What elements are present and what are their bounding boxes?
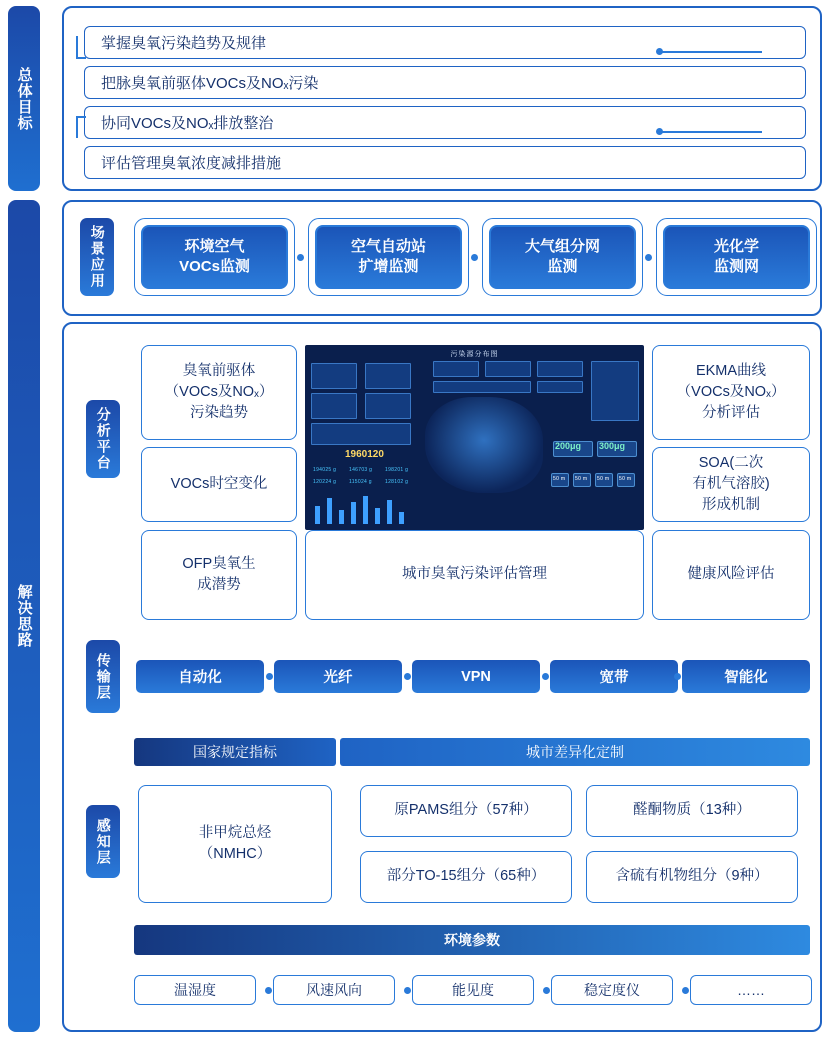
scene-line2: VOCs监测 xyxy=(179,258,250,275)
connector-line xyxy=(76,57,86,59)
card-ekma-curve xyxy=(652,345,810,440)
connector-line xyxy=(76,36,78,58)
scene-box-atmos-network xyxy=(489,225,636,289)
dashboard-cell: 120224 g xyxy=(313,479,337,485)
connector-line xyxy=(662,131,762,133)
env-box-more: …… xyxy=(690,975,812,1005)
card-line: 污染趋势 xyxy=(190,405,248,421)
card-line: （VOCs及NOₓ） xyxy=(164,383,274,400)
scene-line1: 环境空气 xyxy=(184,237,245,255)
connector-line xyxy=(662,51,762,53)
card-line: SOA(二次 xyxy=(698,454,764,471)
env-box-stability-meter: 稳定度仪 xyxy=(551,975,673,1005)
goal-row xyxy=(84,146,806,179)
scene-line2: 监测网 xyxy=(713,258,759,275)
scene-line2: 扩增监测 xyxy=(358,258,419,275)
connector-dot xyxy=(471,254,478,261)
map-graphic xyxy=(425,397,543,493)
dashboard-image xyxy=(305,345,644,530)
card-line: 分析评估 xyxy=(702,405,760,421)
scene-box-ambient-vocs xyxy=(141,225,288,289)
transport-box-automation: 自动化 xyxy=(136,660,264,693)
scene-line1: 大气组分网 xyxy=(524,237,600,255)
card-health-risk xyxy=(652,530,810,620)
card-line: 城市臭氧污染评估管理 xyxy=(402,566,547,583)
card-line: 健康风险评估 xyxy=(687,566,775,583)
scene-line1: 空气自动站 xyxy=(350,237,426,255)
card-line: 非甲烷总烃 xyxy=(198,824,272,841)
card-ofp-potential xyxy=(141,530,297,620)
scene-line1: 光化学 xyxy=(713,237,759,255)
dashboard-metric: 200μg xyxy=(555,441,582,451)
card-sulfur-organics: 含硫有机物组分（9种） xyxy=(586,851,798,903)
connector-dot xyxy=(404,673,411,680)
transport-box-fiber: 光纤 xyxy=(274,660,402,693)
label-perception-layer: 感知层 xyxy=(86,805,120,878)
transport-box-vpn: VPN xyxy=(412,660,540,693)
connector-dot xyxy=(674,673,681,680)
connector-dot xyxy=(682,987,689,994)
dashboard-small-value: 50 m xyxy=(553,476,566,482)
env-box-temp-humidity: 温湿度 xyxy=(134,975,256,1005)
card-line: （VOCs及NOₓ） xyxy=(676,383,786,400)
scene-box-auto-station xyxy=(315,225,462,289)
card-line: 臭氧前驱体 xyxy=(182,362,256,379)
dashboard-cell: 198201 g xyxy=(385,467,409,473)
panel-overall-goal xyxy=(62,6,822,191)
goal-label: 评估管理臭氧浓度减排措施 xyxy=(101,155,282,172)
dashboard-big-number: 1960120 xyxy=(345,449,384,460)
card-nmhc xyxy=(138,785,332,903)
connector-dot xyxy=(404,987,411,994)
card-aldehyde-ketone: 醛酮物质（13种） xyxy=(586,785,798,837)
dashboard-cell: 128102 g xyxy=(385,479,409,485)
dashboard-small-value: 50 m xyxy=(575,476,588,482)
connector-dot xyxy=(266,673,273,680)
label-scene-application: 场景应用 xyxy=(80,218,114,296)
rail-overall-goal: 总体目标 xyxy=(8,6,40,191)
dashboard-title: 污染源分布图 xyxy=(450,351,499,358)
card-to15: 部分TO-15组分（65种） xyxy=(360,851,572,903)
card-line: 形成机制 xyxy=(702,497,760,513)
dashboard-small-value: 50 m xyxy=(597,476,610,482)
scene-line2: 监测 xyxy=(547,258,578,275)
connector-line xyxy=(76,116,78,138)
connector-dot xyxy=(297,254,304,261)
goal-row xyxy=(84,106,806,139)
dashboard-cell: 146703 g xyxy=(349,467,373,473)
goal-row xyxy=(84,66,806,99)
card-line: OFP臭氧生 xyxy=(182,555,256,572)
goal-label: 掌握臭氧污染趋势及规律 xyxy=(101,35,267,52)
card-city-ozone-assessment xyxy=(305,530,644,620)
connector-line xyxy=(76,116,86,118)
connector-dot xyxy=(645,254,652,261)
bar-national-indicators: 国家规定指标 xyxy=(134,738,336,766)
card-line: （NMHC） xyxy=(198,846,272,862)
env-box-wind: 风速风向 xyxy=(273,975,395,1005)
card-ozone-precursor-trend xyxy=(141,345,297,440)
scene-box-photochem-network xyxy=(663,225,810,289)
card-soa-mechanism xyxy=(652,447,810,522)
env-box-visibility: 能见度 xyxy=(412,975,534,1005)
dashboard-small-value: 50 m xyxy=(619,476,632,482)
connector-dot xyxy=(542,673,549,680)
card-line: EKMA曲线 xyxy=(695,362,767,379)
transport-box-broadband: 宽带 xyxy=(550,660,678,693)
label-analysis-platform: 分析平台 xyxy=(86,400,120,478)
label-transport-layer: 传输层 xyxy=(86,640,120,713)
bar-environment-parameters: 环境参数 xyxy=(134,925,810,955)
dashboard-cell: 115024 g xyxy=(349,479,372,485)
dashboard-metric: 300μg xyxy=(599,441,626,451)
connector-dot xyxy=(543,987,550,994)
card-line: 有机气溶胶) xyxy=(692,475,770,492)
card-line: VOCs时空变化 xyxy=(170,475,268,492)
goal-row xyxy=(84,26,806,59)
bar-city-customization: 城市差异化定制 xyxy=(340,738,810,766)
goal-label: 协同VOCs及NOₓ排放整治 xyxy=(101,115,274,132)
card-line: 成潜势 xyxy=(197,577,241,593)
transport-box-intelligent: 智能化 xyxy=(682,660,810,693)
card-vocs-spatiotemporal xyxy=(141,447,297,522)
connector-dot xyxy=(265,987,272,994)
goal-label: 把脉臭氧前驱体VOCs及NOₓ污染 xyxy=(101,75,319,92)
rail-solution-approach: 解决思路 xyxy=(8,200,40,1032)
card-pams: 原PAMS组分（57种） xyxy=(360,785,572,837)
dashboard-cell: 194025 g xyxy=(313,467,337,473)
